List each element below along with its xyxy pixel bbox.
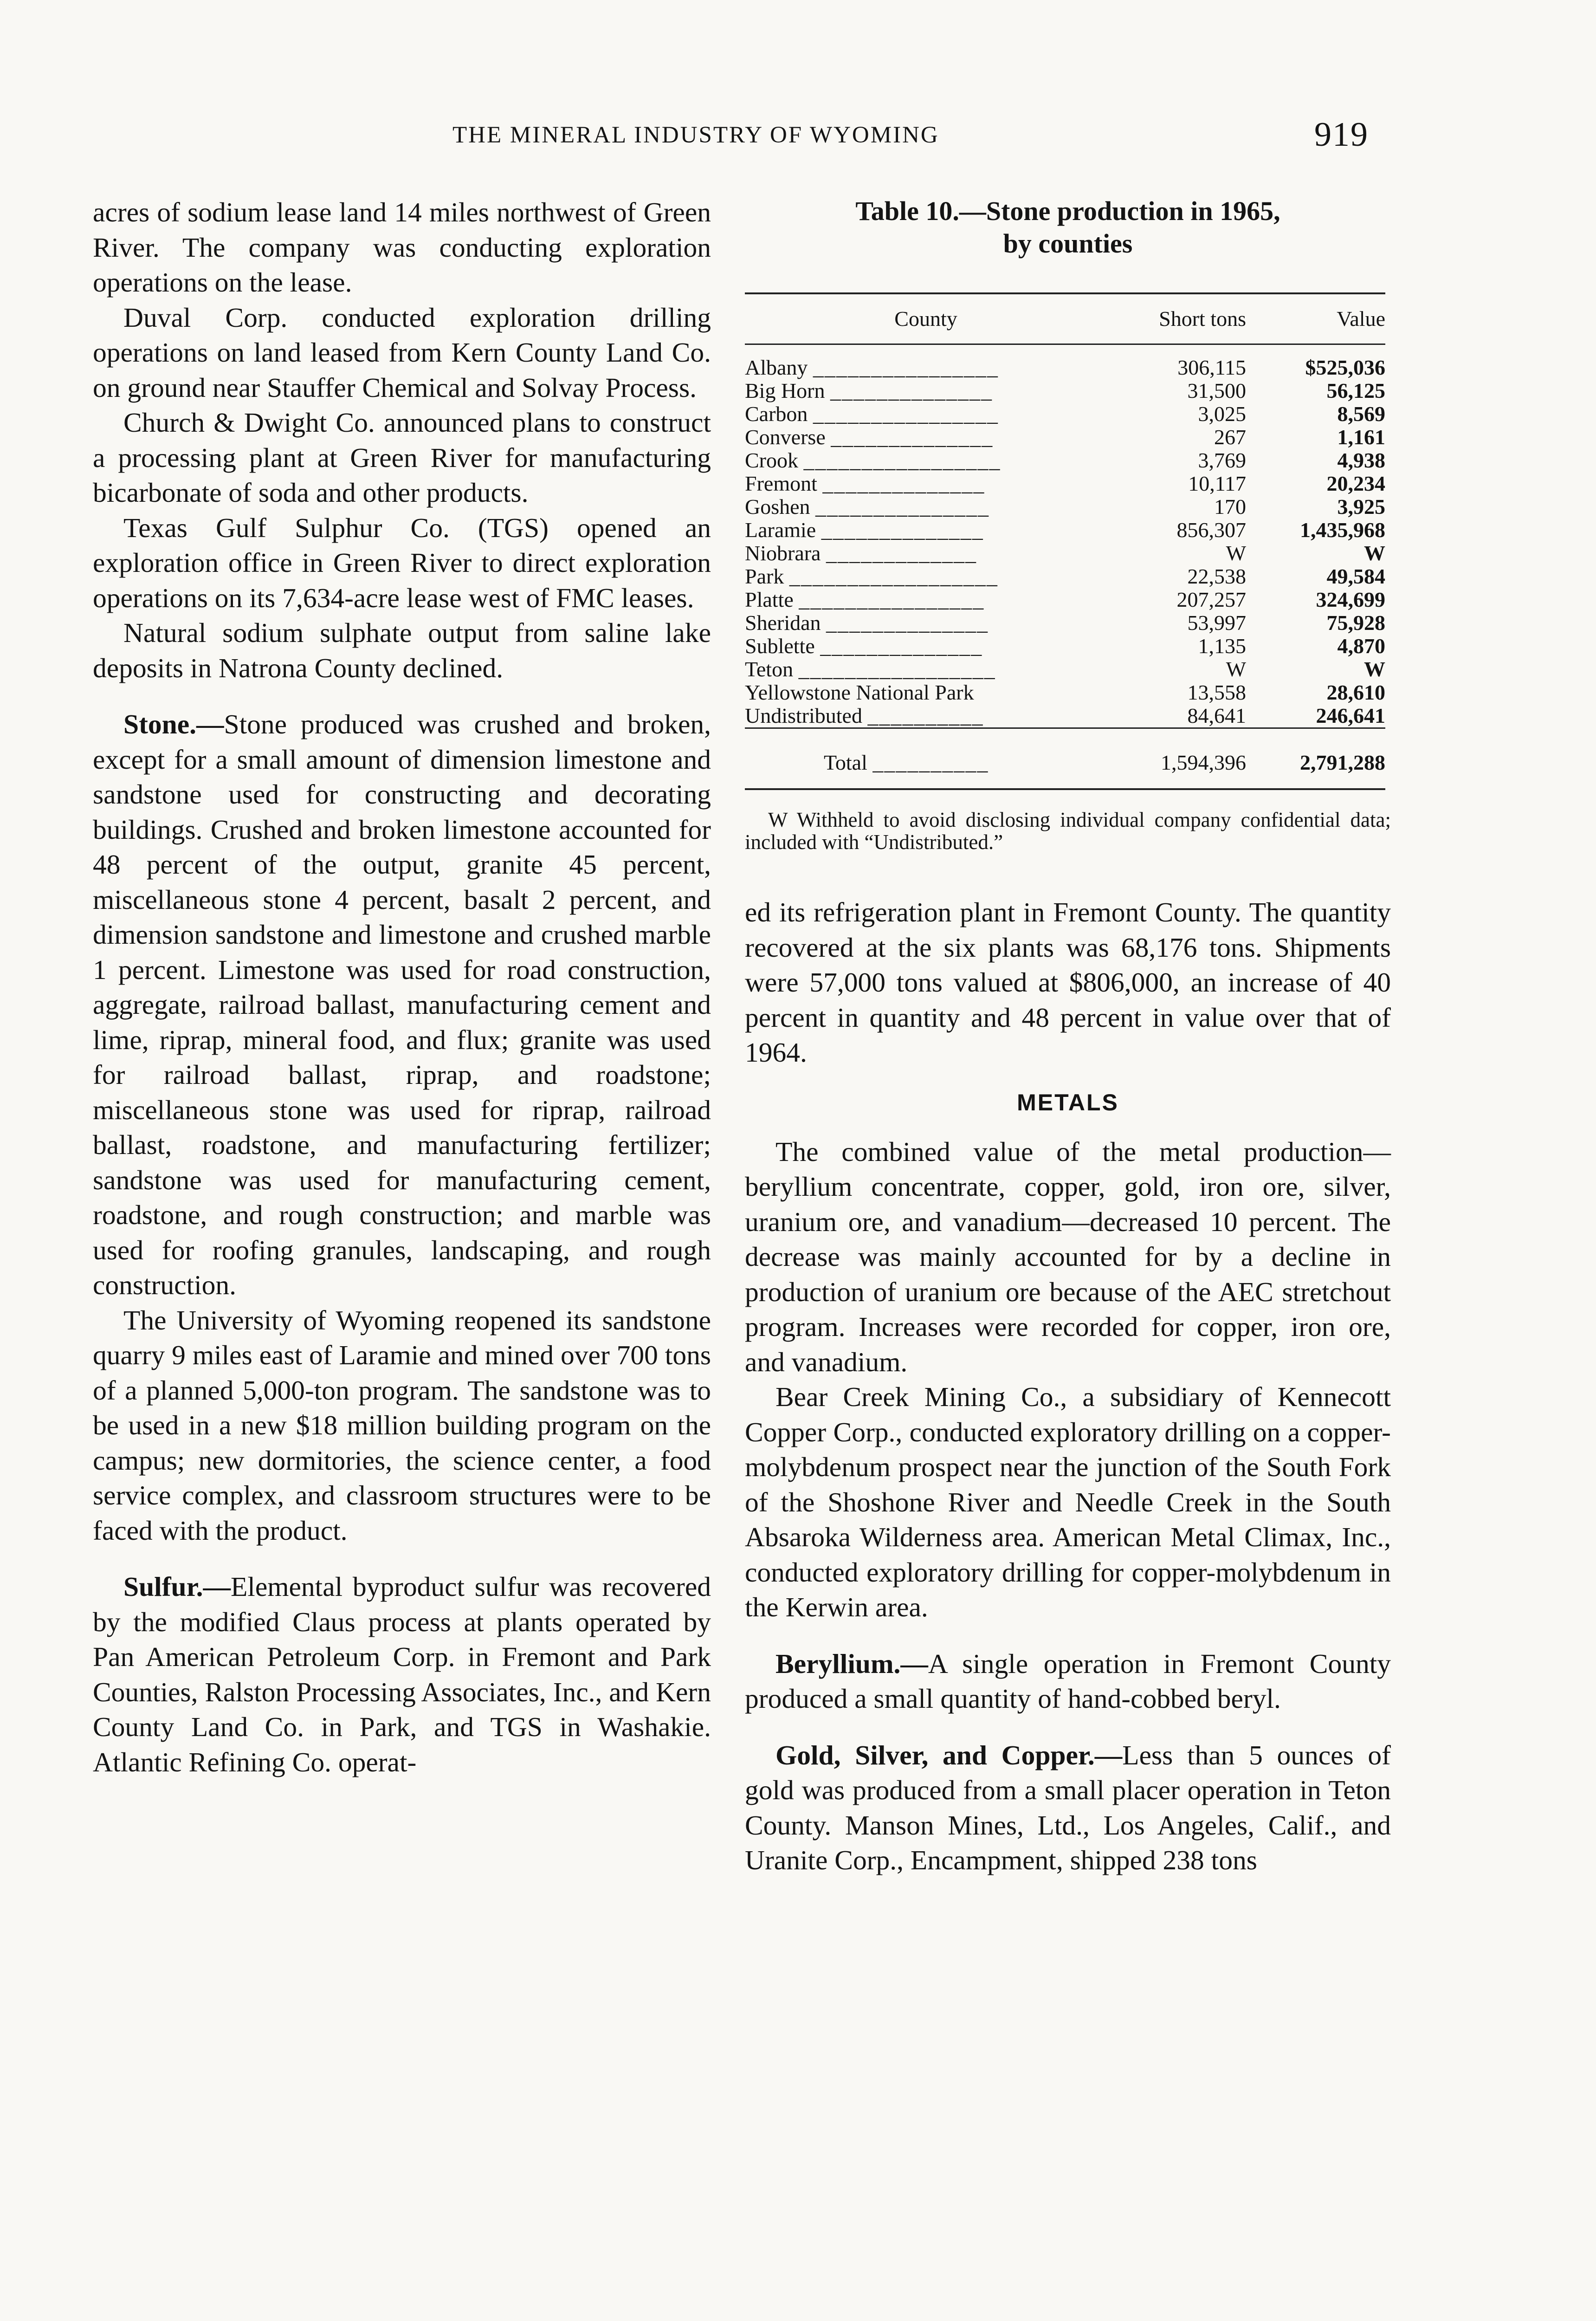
paragraph-sodium-lease: acres of sodium lease land 14 miles northwest of Green River. The company was conducting exploration operations on the lease. xyxy=(93,197,711,298)
short-tons-cell: 53,997 xyxy=(1187,611,1246,635)
paragraph-duval: Duval Corp. conducted exploration drilling operations on land leased from Kern County Land Co. on ground near Stauffer Chemical and Solvay Process. xyxy=(93,302,711,403)
table-row: Big Horn ______________ 31,500 56,125 xyxy=(745,379,1385,402)
stone-production-table xyxy=(745,292,1385,790)
county-name: Crook xyxy=(745,448,798,472)
table-row xyxy=(745,681,1385,704)
value-cell: 246,641 xyxy=(1316,704,1385,727)
gold-silver-copper-text: Less than 5 ounces of gold was produced from a small placer operation in Teton County. Manson Mines, Ltd., Los Angeles, Calif., and Uranite Corp., Encampment, shipped 238 tons xyxy=(745,1739,1391,1875)
stone-heading: Stone.— xyxy=(123,709,224,739)
short-tons-cell: 306,115 xyxy=(1177,356,1246,379)
county-name: Undistributed xyxy=(745,704,862,727)
county-name: Albany xyxy=(745,356,808,379)
table-row: Undistributed __________ 84,641 246,641 xyxy=(745,704,1385,727)
table-row: Carbon ________________ 3,025 8,569 xyxy=(745,402,1385,426)
paragraph-sulfur xyxy=(93,1569,711,1780)
gold-silver-copper-heading: Gold, Silver, and Copper.— xyxy=(775,1739,1123,1770)
short-tons-cell: 3,025 xyxy=(1198,402,1246,426)
short-tons-cell: 3,769 xyxy=(1198,448,1246,472)
page-number: 919 xyxy=(1314,116,1369,154)
left-column xyxy=(93,195,711,1780)
running-head: THE MINERAL INDUSTRY OF WYOMING xyxy=(452,122,939,148)
table-row: Albany ________________ 306,115 $525,036 xyxy=(745,356,1385,379)
county-name: Sheridan xyxy=(745,611,821,635)
value-cell: 3,925 xyxy=(1337,495,1385,519)
short-tons-cell: 170 xyxy=(1214,495,1246,519)
total-short-tons: 1,594,396 xyxy=(1107,728,1246,790)
county-name: Sublette xyxy=(745,634,815,658)
short-tons-cell: 13,558 xyxy=(1187,681,1246,704)
table-row: Converse ______________ 267 1,161 xyxy=(745,425,1385,449)
paragraph-metals: The combined value of the metal production—beryllium concentrate, copper, gold, iron ore, silver, uranium ore, and vanadium—decreased 10 percent. The decrease was mainly accounted for by a decline in production of uranium ore because of the AEC stretchout program. Increases were recorded for copper, iron ore, and vanadium. xyxy=(745,1136,1391,1377)
county-name: Teton xyxy=(745,657,794,681)
short-tons-cell: 84,641 xyxy=(1187,704,1246,727)
column-header-county: County xyxy=(745,293,1107,344)
county-name: Carbon xyxy=(745,402,808,426)
table-row: Goshen _______________ 170 3,925 xyxy=(745,495,1385,519)
value-cell: 4,870 xyxy=(1337,634,1385,658)
column-header-value: Value xyxy=(1246,293,1385,344)
value-cell: 75,928 xyxy=(1326,611,1385,635)
short-tons-cell: 31,500 xyxy=(1187,379,1246,402)
paragraph-bear-creek: Bear Creek Mining Co., a subsidiary of Kennecott Copper Corp., conducted exploratory drilling on a copper-molybdenum prospect near the junction of the South Fork of the Shoshone River and Needle Creek in the South Absaroka Wilderness area. American Metal Climax, Inc., conducted exploratory drilling for copper-molybdenum in the Kerwin area. xyxy=(745,1381,1391,1622)
sulfur-text: Elemental byproduct sulfur was recovered by the modified Claus process at plants operated by Pan American Petroleum Corp. in Fremont and Park Counties, Ralston Processing Associates, Inc., and Kern County Land Co. in Park, and TGS in Washakie. Atlantic Refining Co. operat- xyxy=(93,1571,711,1777)
short-tons-cell: 1,135 xyxy=(1198,634,1246,658)
paragraph-beryllium xyxy=(745,1647,1391,1717)
county-name: Big Horn xyxy=(745,379,825,402)
total-value: 2,791,288 xyxy=(1246,728,1385,790)
county-name: Platte xyxy=(745,588,794,611)
short-tons-cell: 10,117 xyxy=(1188,472,1246,495)
value-cell: 49,584 xyxy=(1326,564,1385,588)
table-row: Crook _________________ 3,769 4,938 xyxy=(745,448,1385,472)
table-title xyxy=(745,195,1391,260)
table-total-row: Total __________ 1,594,396 2,791,288 xyxy=(745,728,1385,790)
table-row: Platte ________________ 207,257 324,699 xyxy=(745,588,1385,611)
beryllium-heading: Beryllium.— xyxy=(775,1648,928,1679)
short-tons-cell: W xyxy=(1226,657,1246,681)
county-name: Fremont xyxy=(745,472,817,495)
value-cell: 4,938 xyxy=(1337,448,1385,472)
short-tons-cell: 267 xyxy=(1214,425,1246,449)
table-row: Teton _________________ W W xyxy=(745,657,1385,681)
county-name: Yellowstone National Park xyxy=(745,681,974,704)
value-cell: W xyxy=(1364,541,1385,565)
beryllium-text: A single operation in Fremont County produced a small quantity of hand-cobbed beryl. xyxy=(745,1648,1391,1714)
paragraph-texas-gulf: Texas Gulf Sulphur Co. (TGS) opened an exploration office in Green River to direct exploration operations on its 7,634-acre lease west of FMC leases. xyxy=(93,512,711,613)
county-name: Laramie xyxy=(745,518,816,542)
paragraph-gold-silver-copper xyxy=(745,1738,1391,1878)
total-label: Total xyxy=(824,751,867,774)
paragraph-refrigeration: ed its refrigeration plant in Fremont County. The quantity recovered at the six plants was 68,176 tons. Shipments were 57,000 tons valued at $806,000, an increase of 40 percent in quantity and 48 percent in value over that of 1964. xyxy=(745,897,1391,1068)
metals-heading: METALS xyxy=(1017,1089,1119,1115)
value-cell: 324,699 xyxy=(1316,588,1385,611)
table-title-line2: by counties xyxy=(1003,228,1133,259)
value-cell: 1,435,968 xyxy=(1300,518,1385,542)
paragraph-university: The University of Wyoming reopened its sandstone quarry 9 miles east of Laramie and mined over 700 tons of a planned 5,000-ton program. The sandstone was to be used in a new $18 million building program on the campus; new dormitories, the science center, a food service complex, and classroom structures were to be faced with the product. xyxy=(93,1304,711,1546)
table-row: Sheridan ______________ 53,997 75,928 xyxy=(745,611,1385,635)
value-cell: 56,125 xyxy=(1326,379,1385,402)
table-footnote: W Withheld to avoid disclosing individual company confidential data; included with “Undistributed.” xyxy=(745,808,1391,854)
paragraph-sodium-sulphate: Natural sodium sulphate output from saline lake deposits in Natrona County declined. xyxy=(93,617,711,683)
county-name: Park xyxy=(745,564,784,588)
county-name: Converse xyxy=(745,425,826,449)
table-row: Laramie ______________ 856,307 1,435,968 xyxy=(745,518,1385,542)
value-cell: 28,610 xyxy=(1326,681,1385,704)
table-title-line1: Table 10.—Stone production in 1965, xyxy=(855,196,1280,226)
short-tons-cell: W xyxy=(1226,541,1246,565)
right-column xyxy=(745,195,1391,1878)
table-row: Fremont ______________ 10,117 20,234 xyxy=(745,472,1385,495)
county-name: Niobrara xyxy=(745,541,821,565)
table-row: Park __________________ 22,538 49,584 xyxy=(745,564,1385,588)
stone-text: Stone produced was crushed and broken, except for a small amount of dimension limestone and sandstone used for constructing and decorating buildings. Crushed and broken limestone accounted for 48 percent of the output, granite 45 percent, miscellaneous stone 4 percent, basalt 2 percent, and dimension sandstone and limestone and crushed marble 1 percent. Limestone was used for road construction, aggregate, railroad ballast, manufacturing cement and lime, riprap, mineral food, and flux; granite was used for railroad ballast, riprap, and roadstone; miscellaneous stone was used for riprap, railroad ballast, roadstone, and manufacturing fertilizer; sandstone was used for manufacturing cement, roadstone, and rough construction; and marble was used for roofing granules, landscaping, and rough construction. xyxy=(93,709,711,1300)
value-cell: 8,569 xyxy=(1337,402,1385,426)
county-name: Goshen xyxy=(745,495,810,519)
value-cell: $525,036 xyxy=(1305,356,1385,379)
value-cell: 1,161 xyxy=(1337,425,1385,449)
value-cell: 20,234 xyxy=(1326,472,1385,495)
sulfur-heading: Sulfur.— xyxy=(123,1571,231,1602)
paragraph-stone xyxy=(93,707,711,1303)
table-row: Niobrara _____________ W W xyxy=(745,541,1385,565)
paragraph-church-dwight: Church & Dwight Co. announced plans to construct a processing plant at Green River for manufacturing bicarbonate of soda and other products. xyxy=(93,407,711,508)
table-row: Sublette ______________ 1,135 4,870 xyxy=(745,634,1385,658)
short-tons-cell: 207,257 xyxy=(1176,588,1246,611)
stone-production-table-block xyxy=(745,195,1391,853)
short-tons-cell: 22,538 xyxy=(1187,564,1246,588)
short-tons-cell: 856,307 xyxy=(1176,518,1246,542)
column-header-short-tons: Short tons xyxy=(1107,293,1246,344)
value-cell: W xyxy=(1364,657,1385,681)
